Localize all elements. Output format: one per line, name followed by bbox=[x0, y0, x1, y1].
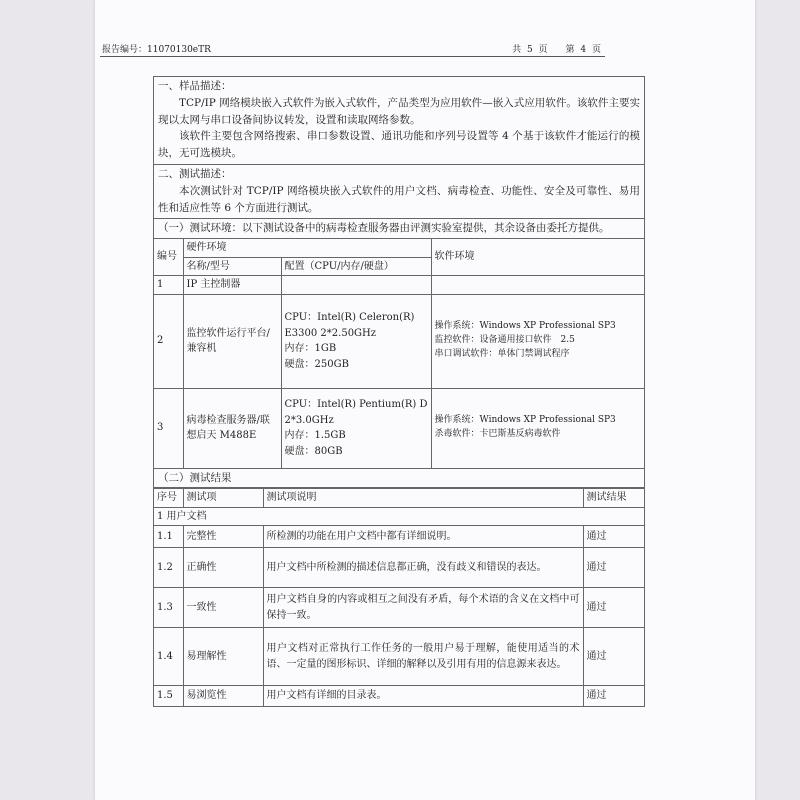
environment-table bbox=[154, 239, 644, 469]
header-cell: 序号 bbox=[154, 489, 183, 508]
config-line: 内存：1GB bbox=[284, 343, 337, 355]
sample-description-section bbox=[154, 77, 644, 165]
table-row bbox=[154, 294, 644, 388]
table-row bbox=[154, 388, 644, 468]
header-cell: 硬件环境 bbox=[183, 239, 431, 257]
table-cell: 通过 bbox=[583, 548, 644, 588]
table-cell: 1 bbox=[154, 276, 183, 295]
test-results-title: （二）测试结果 bbox=[154, 469, 644, 489]
header-cell: 软件环境 bbox=[431, 239, 644, 276]
software-line: 串口调试软件：单体门禁调试程序 bbox=[434, 349, 570, 360]
table-cell bbox=[281, 294, 431, 388]
test-environment-title: （一）测试环境：以下测试设备中的病毒检查服务器由评测实验室提供，其余设备由委托方提供。 bbox=[154, 219, 644, 239]
header-cell: 配置（CPU/内存/硬盘） bbox=[281, 257, 431, 276]
table-cell bbox=[281, 276, 431, 295]
group-row: 1 用户文档 bbox=[154, 507, 644, 526]
report-form bbox=[153, 76, 645, 707]
paragraph: 本次测试针对 TCP/IP 网络模块嵌入式软件的用户文档、病毒检查、功能性、安全及可靠性、易用性和适应性等 6 个方面进行测试。 bbox=[158, 184, 640, 214]
software-line: 杀毒软件：卡巴斯基反病毒软件 bbox=[434, 429, 561, 440]
table-cell: 一致性 bbox=[183, 588, 263, 628]
config-line: CPU：Intel(R) Celeron(R) bbox=[284, 312, 415, 324]
table-row bbox=[154, 526, 644, 548]
page-count: 共 5 页 第 4 页 bbox=[512, 45, 601, 55]
table-cell: IP 主控制器 bbox=[183, 276, 281, 295]
table-cell: 用户文档中所检测的描述信息都正确，没有歧义和错误的表达。 bbox=[263, 548, 583, 588]
table-cell: 完整性 bbox=[183, 526, 263, 548]
table-cell: 所检测的功能在用户文档中都有详细说明。 bbox=[263, 526, 583, 548]
table-cell bbox=[431, 388, 644, 468]
test-description-section bbox=[154, 165, 644, 219]
config-line: 硬盘：80GB bbox=[284, 445, 343, 457]
header-cell: 测试结果 bbox=[583, 489, 644, 508]
config-line: 2*3.0GHz bbox=[284, 414, 334, 426]
paragraph: 该软件主要包含网络搜索、串口参数设置、通讯功能和序列号设置等 4 个基于该软件才能运行的模块，无可选模块。 bbox=[158, 130, 640, 160]
paragraph: TCP/IP 网络模块嵌入式软件为嵌入式软件，产品类型为应用软件—嵌入式应用软件。该软件主要实现以太网与串口设备间协议转发，设置和读取网络参数。 bbox=[158, 96, 640, 126]
table-row bbox=[154, 548, 644, 588]
table-cell: 通过 bbox=[583, 628, 644, 686]
table-cell: 易浏览性 bbox=[183, 686, 263, 706]
section-title: 一、样品描述： bbox=[158, 80, 232, 92]
table-cell bbox=[431, 294, 644, 388]
table-cell: 用户文档自身的内容或相互之间没有矛盾，每个术语的含义在文档中可保持一致。 bbox=[263, 588, 583, 628]
table-cell: 3 bbox=[154, 388, 183, 468]
header-cell: 编号 bbox=[154, 239, 183, 276]
table-cell bbox=[431, 276, 644, 295]
results-table bbox=[154, 488, 644, 706]
table-cell: 监控软件运行平台/兼容机 bbox=[183, 294, 281, 388]
table-row bbox=[154, 276, 644, 295]
table-cell: 1.4 bbox=[154, 628, 183, 686]
config-line: CPU：Intel(R) Pentium(R) D bbox=[284, 399, 428, 411]
section-title: 二、测试描述： bbox=[158, 167, 232, 180]
table-row bbox=[154, 628, 644, 686]
table-row bbox=[154, 686, 644, 706]
software-line: 操作系统：Windows XP Professional SP3 bbox=[434, 415, 616, 426]
table-cell: 1.2 bbox=[154, 548, 183, 588]
table-cell: 易理解性 bbox=[183, 628, 263, 686]
table-cell: 通过 bbox=[583, 526, 644, 548]
report-number: 报告编号：11070130eTR bbox=[102, 45, 211, 55]
header-cell: 测试项 bbox=[183, 489, 263, 508]
table-row bbox=[154, 588, 644, 628]
table-cell bbox=[281, 388, 431, 468]
table-cell: 用户文档对正常执行工作任务的一般用户易于理解，能使用适当的术语、一定量的图形标识、详细的解释以及引用有用的信息源来表达。 bbox=[263, 628, 583, 686]
table-cell: 通过 bbox=[583, 588, 644, 628]
table-cell: 2 bbox=[154, 294, 183, 388]
config-line: 内存：1.5GB bbox=[284, 430, 346, 442]
table-cell: 通过 bbox=[583, 686, 644, 706]
table-cell: 1.5 bbox=[154, 686, 183, 706]
table-cell: 1.3 bbox=[154, 588, 183, 628]
software-line: 监控软件：设备通用接口软件 2.5 bbox=[434, 335, 575, 346]
config-line: E3300 2*2.50GHz bbox=[284, 327, 377, 339]
table-cell: 1.1 bbox=[154, 526, 183, 548]
config-line: 硬盘：250GB bbox=[284, 358, 349, 370]
table-cell: 用户文档有详细的目录表。 bbox=[263, 686, 583, 706]
software-line: 操作系统：Windows XP Professional SP3 bbox=[434, 321, 616, 332]
header-cell: 测试项说明 bbox=[263, 489, 583, 508]
table-cell: 病毒检查服务器/联想启天 M488E bbox=[183, 388, 281, 468]
header-cell: 名称/型号 bbox=[183, 257, 281, 276]
table-cell: 正确性 bbox=[183, 548, 263, 588]
page-header bbox=[100, 40, 605, 57]
